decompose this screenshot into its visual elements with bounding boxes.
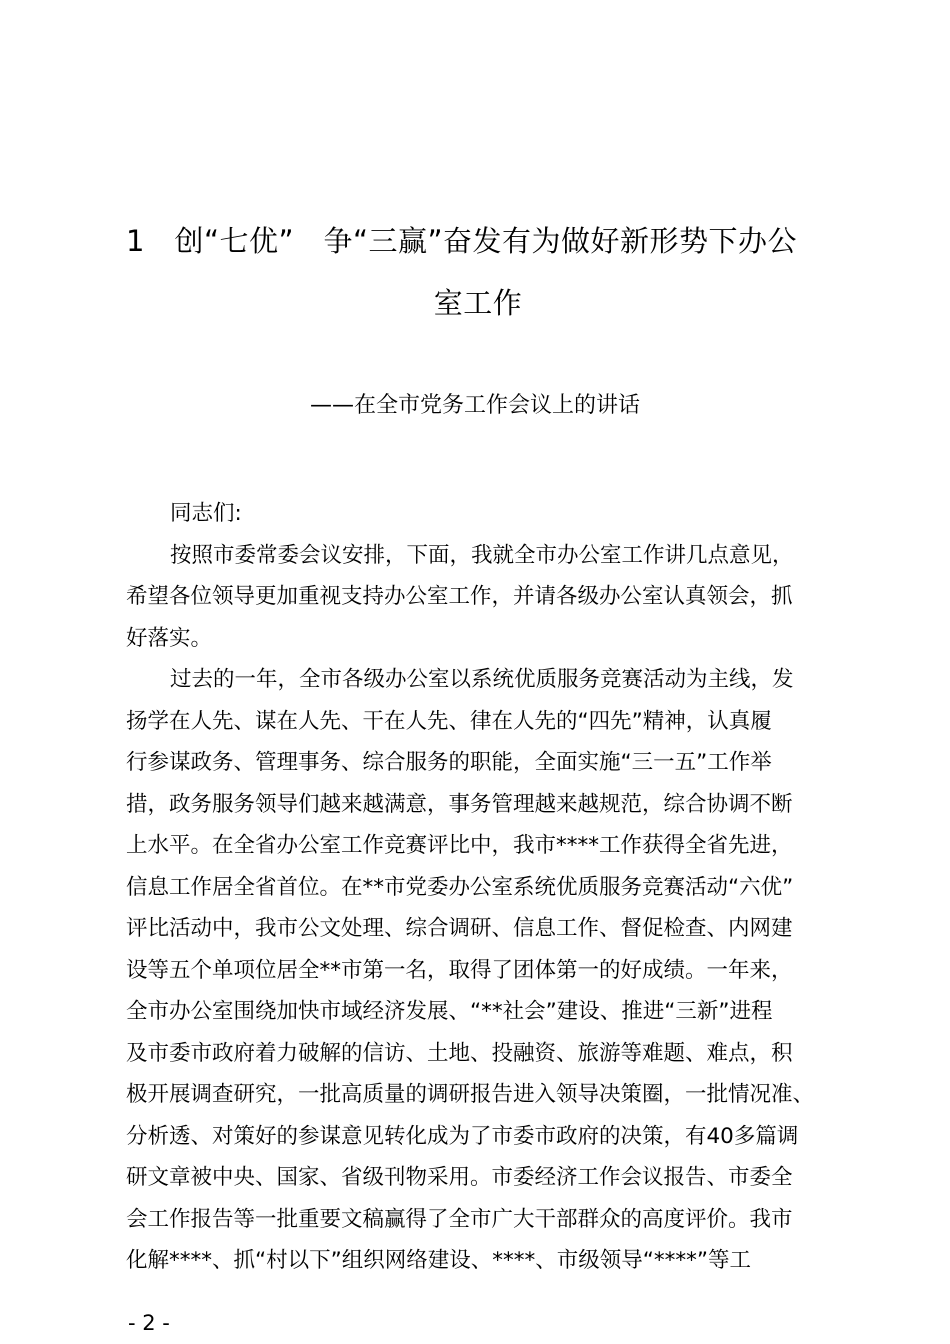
salutation: 同志们: [170, 501, 242, 526]
body-line: 扬学在人先、谋在人先、干在人先、律在人先的“四先”精神，认真履 [126, 708, 772, 734]
body-line: 及市委市政府着力破解的信访、土地、投融资、旅游等难题、难点，积 [126, 1040, 793, 1066]
body-line: 希望各位领导更加重视支持办公室工作，并请各级办公室认真领会，抓 [126, 584, 793, 609]
page-number: - 2 - [128, 1311, 170, 1335]
body-line: 措，政务服务领导们越来越满意，事务管理越来越规范，综合协调不断 [126, 791, 793, 817]
body-line: 过去的一年，全市各级办公室以系统优质服务竞赛活动为主线，发 [170, 667, 794, 692]
body-line: 好落实。 [126, 625, 213, 651]
body-line: 全市办公室围绕加快市域经济发展、“**社会”建设、推进“三新”进程 [126, 999, 773, 1024]
body-line: 会工作报告等一批重要文稿赢得了全市广大干部群众的高度评价。我市 [126, 1206, 793, 1232]
document-subtitle: ——在全市党务工作会议上的讲话 [309, 393, 640, 418]
title-line-1: 1 创“七优” 争“三赢”奋发有为做好新形势下办公 [126, 224, 798, 258]
title-line-2: 室工作 [433, 286, 523, 320]
body-line: 评比活动中，我市公文处理、综合调研、信息工作、督促检查、内网建 [126, 916, 793, 941]
body-line: 极开展调查研究，一批高质量的调研报告进入领导决策圈，一批情况准、 [126, 1082, 815, 1107]
body-line: 设等五个单项位居全**市第一名，取得了团体第一的好成绩。一年来， [126, 957, 793, 983]
body-line: 按照市委常委会议安排，下面，我就全市办公室工作讲几点意见， [170, 542, 794, 568]
body-line: 行参谋政务、管理事务、综合服务的职能，全面实施“三一五”工作举 [126, 750, 772, 775]
document-title [126, 210, 830, 334]
body-line: 信息工作居全省首位。在**市党委办公室系统优质服务竞赛活动“六优” [126, 874, 794, 900]
body-line: 化解****、抓“村以下”组织网络建设、****、市级领导“****”等工 [126, 1248, 752, 1273]
body-line: 研文章被中央、国家、省级刊物采用。市委经济工作会议报告、市委全 [126, 1165, 793, 1190]
document-body [126, 493, 846, 1282]
body-line: 分析透、对策好的参谋意见转化成为了市委市政府的决策，有40多篇调 [126, 1123, 799, 1149]
body-line: 上水平。在全省办公室工作竞赛评比中，我市****工作获得全省先进， [126, 833, 793, 858]
